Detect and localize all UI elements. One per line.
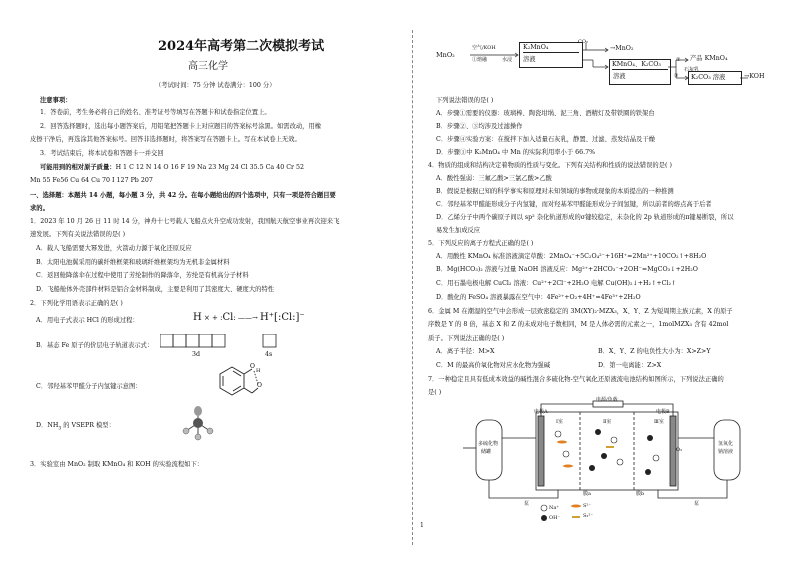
q3-option-d: D．步骤①中 K₂MnO₄ 中 Mn 的实际利用率小于 66.7% xyxy=(436,149,596,156)
q6-stem-1: 6．金属 M 在潮湿的空气中会形成一层致密稳定的 3M(XY)₂·MZX₃，X、Y、Z 为短周期主族元素，X 的原子 xyxy=(428,308,733,315)
flow-koh: →KOH xyxy=(744,73,765,80)
atomic-masses-1: H 1 C 12 N 14 O 16 F 19 Na 23 Mg 24 Cl 35.5 Ca 40 Cr 52 xyxy=(115,164,305,171)
cell-right-tank-1: 氢氧化 xyxy=(718,441,734,447)
cell-membrane-b: 膜b xyxy=(636,491,645,497)
nh3-vsepr-model xyxy=(178,405,218,443)
atomic-masses-heading: 可能用到的相对原子质量： xyxy=(40,164,116,171)
flow-box1-a: K₂MnO₄ xyxy=(523,45,579,53)
flow-step3: ③ xyxy=(674,73,679,79)
legend-oh: OH⁻ xyxy=(549,515,561,521)
right-column xyxy=(418,0,794,561)
exam-meta: （考试时间：75 分钟 试卷满分：100 分） xyxy=(155,82,276,89)
q2-d-rest: 的 VSEPR 模型： xyxy=(61,422,115,429)
cell-right-tank-2: 钠溶液 xyxy=(718,449,734,455)
flow-box-k2co3 xyxy=(688,71,742,85)
legend-s: S²⁻ xyxy=(583,503,592,509)
q2-d-sub: 3 xyxy=(58,426,62,432)
q4-option-d1: D．乙烯分子中两个碳原子间以 sp² 杂化轨道形成的σ键较稳定，未杂化的 2p 轨道形成的π键易断裂，所以 xyxy=(436,214,734,221)
flow-box2-a: KMnO₄、K₂CO₃ xyxy=(612,62,668,70)
hcl-h: H xyxy=(193,312,202,323)
flow-box-k2mno4 xyxy=(519,42,583,68)
q2-option-d xyxy=(36,423,115,432)
section-1-heading-b: 求的。 xyxy=(30,205,49,212)
flow-battery-diagram xyxy=(458,398,758,528)
orbital-label-4s: 4s xyxy=(265,351,273,358)
q2-option-a: A．用电子式表示 HCl 的形成过程： xyxy=(36,317,139,324)
cell-membrane-a: 膜a xyxy=(583,491,591,497)
atomic-masses-2: Mn 55 Fe56 Cu 64 Cu 70 I 127 Pb 207 xyxy=(30,177,153,184)
q6-option-c: C．M 的最高价氧化物对应水化物为强碱 xyxy=(436,362,551,369)
orbital-label-3d: 3d xyxy=(192,351,201,358)
q3-question: 下列说法错误的是( ) xyxy=(436,97,494,104)
legend-na: Na⁺ xyxy=(549,505,559,511)
hcl-formation: H × + :Cl: ——→ H⁺[:Cl:]⁻ xyxy=(193,312,305,323)
cell-electrode-b: 电极B xyxy=(656,409,670,415)
q1-option-b: B．太阳电池翼采用的碳纤维框架和玻璃纤维框架均为无机非金属材料 xyxy=(36,259,230,266)
svg-text:O: O xyxy=(250,363,255,370)
q6-stem-2: 序数是 Y 的 8 倍，基态 X 和 Z 的未成对电子数相同，M 是人体必需的元素之一，1molMZX₃ 含有 42mol xyxy=(428,321,729,328)
cell-o2: O₂ xyxy=(676,447,683,453)
svg-text:O: O xyxy=(257,382,262,389)
q7-stem-2: 是( ) xyxy=(428,389,442,396)
q6-stem-3: 质子。下列说法正确的是( ) xyxy=(428,335,505,342)
flow-box3: K₂CO₃ 溶液 xyxy=(691,74,726,81)
flow-step1-top: 空气/KOH xyxy=(472,45,496,51)
hcl-cl: Cl xyxy=(222,312,234,323)
flow-step2: ② xyxy=(676,57,681,63)
note-2a: 2．回答选择题时，选出每小题答案后，用铅笔把答题卡上对应题目的答案标号涂黑。如需改动，用橡 xyxy=(40,123,322,130)
exam-title: 2024年高考第二次模拟考试 xyxy=(158,39,325,54)
cell-power-label: 电源/负载 xyxy=(596,397,618,403)
cell-pump-left: 泵 xyxy=(524,501,530,507)
flow-water: 水浸 xyxy=(502,57,513,63)
q6-option-a: A．离子半径：M>X xyxy=(436,348,495,355)
note-1: 1．答卷前，考生务必将自己的姓名、准考证号等填写在答题卡和试卷指定位置上。 xyxy=(40,109,271,116)
cell-left-tank-2: 储罐 xyxy=(481,449,492,455)
q6-option-d: D．第一电离能：Z>X xyxy=(598,362,662,369)
q7-stem-1: 7．一种稳定且具有低成本效益的碱性混合多硫化物-空气氧化还原液流电池结构如图所示，下列说法正确的 xyxy=(428,376,724,383)
q5-option-d: D．酸化的 FeSO₄ 溶液暴露在空气中：4Fe²⁺+O₂+4H⁺=4Fe³⁺+2H₂O xyxy=(436,294,641,301)
flow-box-kmno4-k2co3 xyxy=(609,59,671,85)
q4-option-d2: 易发生加成反应 xyxy=(436,227,481,234)
cell-electrode-a: 电极A xyxy=(534,409,548,415)
page-number: 1 xyxy=(420,522,424,529)
q2-d-label: D．NH xyxy=(36,422,59,429)
cell-pump-right: 泵 xyxy=(694,501,700,507)
q2-option-b: B．基态 Fe 原子的价层电子轨道表示式： xyxy=(36,342,154,349)
section-1-heading-a: 一、选择题：本题共 14 小题，每小题 3 分，共 42 分。在每小题给出的四个选项中，只有一项是符合题目要 xyxy=(30,192,336,199)
q1-stem-1: 1．2023 年 10 月 26 日 11 时 14 分，神舟十七号载人飞船点火升空成功发射，我国航天航空事业再次迎来飞 xyxy=(30,218,340,225)
q5-option-a: A．用酸性 KMnO₄ 标准溶液滴定草酸：2MnO₄⁻+5C₂O₄²⁻+16H⁺=2Mn²⁺+10CO₂↑+8H₂O xyxy=(436,253,707,260)
flow-box1-b: 溶液 xyxy=(523,56,536,63)
atomic-masses-line-1 xyxy=(40,165,304,171)
note-3: 3．考试结束后，将本试卷和答题卡一并交回 xyxy=(40,150,164,157)
cell-chamber-1: Ⅰ室 xyxy=(556,419,563,425)
q5-stem: 5．下列反应的离子方程式正确的是( ) xyxy=(428,240,534,247)
q5-option-c: C．用石墨电极电解 CuCl₂ 溶液：Cu²⁺+2Cl⁻+2H₂O 电解 Cu(OH)₂↓+H₂↑+Cl₂↑ xyxy=(436,280,677,287)
flow-co2: CO₂ xyxy=(578,39,588,45)
q1-option-c: C．返回舱降落伞在过程中使用了芳纶制作的降落伞，芳纶是有机高分子材料 xyxy=(36,272,249,279)
q3-stem: 3．实验室由 MnO₂ 制取 KMnO₄ 和 KOH 的实验流程如下： xyxy=(30,461,204,468)
flow-product: 产品 KMnO₄ xyxy=(690,55,728,62)
q1-option-a: A．载人飞船需要大幂发进，火箭动力源于氧化还原反应 xyxy=(36,245,192,252)
flow-mno2-out: →MnO₂ xyxy=(610,45,634,52)
flow-lime: 石灰乳 xyxy=(684,67,700,73)
q2-option-c: C．邻羟基苯甲醛分子内氢键示意图： xyxy=(36,383,142,390)
q2-stem: 2．下列化学用语表示正确的是( ) xyxy=(30,300,123,307)
exam-subject: 高三化学 xyxy=(188,61,228,72)
flow-mno2: MnO₂ xyxy=(436,51,455,59)
flow-box2-b: 溶液 xyxy=(613,73,626,80)
q5-option-b: B．Mg(HCO₃)₂ 溶液与过量 NaOH 溶液反应：Mg²⁺+2HCO₃⁻+2OH⁻=MgCO₃↓+2H₂O xyxy=(436,266,698,273)
q4-option-b: B．假说是根据已知的科学事实和原理对未知领域的事物或现象的本质提出的一种推测 xyxy=(436,188,674,195)
q3-option-a: A．步骤①需要的仪器：玻璃棒、陶瓷坩埚、泥三角、酒精灯及带铁圈的铁架台 xyxy=(436,110,655,117)
note-2b: 皮擦干净后，再选涂其他答案标号。回答非选择题时，将答案写在答题卡上。写在本试卷上无效。 xyxy=(30,136,301,143)
q1-stem-2: 速发展。下列有关说法错误的是( ) xyxy=(30,231,126,238)
q6-option-b: B．X、Y、Z 的电负性大小为：X>Z>Y xyxy=(598,348,711,355)
cell-chamber-3: Ⅲ室 xyxy=(654,419,664,425)
q4-stem: 4．物质的组成和结构决定着物质的性质与变化。下列有关结构和性质的说法错误的是( ) xyxy=(428,162,672,169)
svg-text:H: H xyxy=(256,368,261,374)
q1-option-d: D．飞船舱体外壳部件材料是铝合金材料制成，主要是利用了其密度大、硬度大的特性 xyxy=(36,286,275,293)
legend-s2: S₂²⁻ xyxy=(583,513,594,519)
q3-option-c: C．步骤④实验方案：在搅拌下加入适量石灰乳，静置、过滤、蒸发结晶及干燥 xyxy=(436,136,655,143)
cell-chamber-2: Ⅱ室 xyxy=(603,419,612,425)
cell-left-tank-1: 多硫化物 xyxy=(478,441,499,447)
notes-heading: 注意事项： xyxy=(40,97,72,104)
q3-option-b: B．步骤②、③均涉及过滤操作 xyxy=(436,123,523,130)
q4-option-c: C．邻羟基苯甲醛能形成分子内氢键，而对羟基苯甲醛能形成分子间氢键，所以前者的熔点高于后者 xyxy=(436,201,712,208)
hydroxybenzaldehyde-structure xyxy=(208,360,270,410)
column-divider xyxy=(412,30,413,545)
q4-option-a: A．酸性强弱：三氟乙酸>三氯乙酸>乙酸 xyxy=(436,175,552,182)
hcl-product: H⁺[:Cl:]⁻ xyxy=(260,312,305,323)
flow-step1-bottom: ①熔融 xyxy=(472,57,488,63)
